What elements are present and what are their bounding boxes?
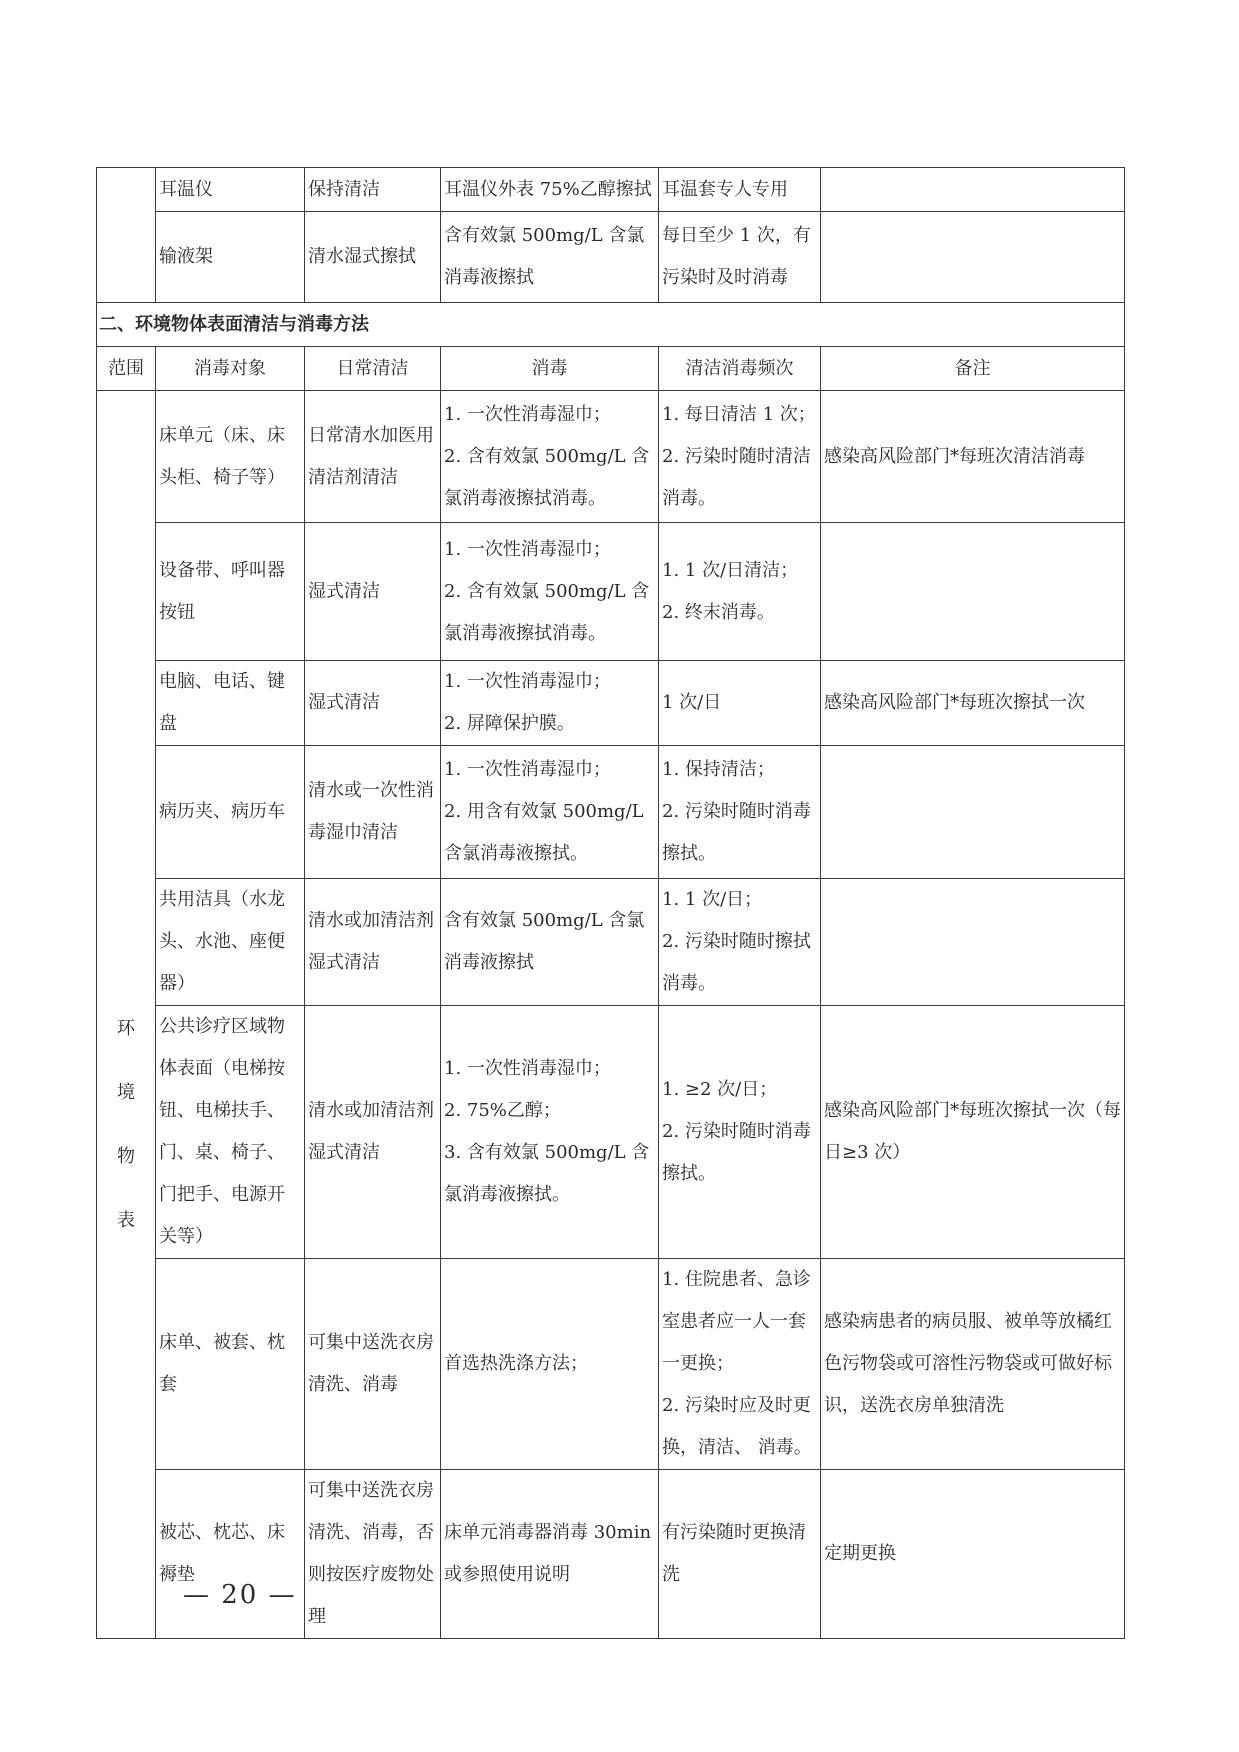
daily-cell — [305, 1259, 441, 1470]
object-cell: 耳温仪 — [156, 168, 305, 212]
cell-line: 可集中送洗衣房清洗、消毒，否则按医疗废物处理 — [308, 1480, 434, 1627]
cell-line: 感染病患者的病员服、被单等放橘红色污物袋或可溶性污物袋或可做好标识，送洗衣房单独清洗 — [824, 1311, 1112, 1416]
object-cell — [156, 746, 305, 879]
frequency-cell — [659, 1470, 821, 1639]
frequency-cell — [659, 523, 821, 661]
cell-line: 可集中送洗衣房清洗、消毒 — [308, 1332, 434, 1395]
cell-line: 定期更换 — [824, 1543, 896, 1564]
note-cell — [821, 661, 1125, 746]
daily-cell — [305, 1470, 441, 1639]
scope-cell — [97, 391, 156, 1639]
cell-line: 病历夹、病历车 — [159, 801, 285, 822]
daily-cell: 保持清洁 — [305, 168, 441, 212]
cell-line: 1. 保持清洁； — [662, 759, 775, 780]
cell-line: 感染高风险部门*每班次擦拭一次（每日≥3 次） — [824, 1100, 1121, 1163]
cell-line: 清水或加清洁剂湿式清洁 — [308, 1100, 434, 1163]
table-row — [97, 212, 1125, 303]
page-number: — 20 — — [183, 1580, 297, 1610]
disinfect-cell — [441, 746, 659, 879]
cell-line: 清水或加清洁剂湿式清洁 — [308, 910, 434, 973]
cell-line: 有污染随时更换清洗 — [662, 1522, 806, 1585]
cell-line: 1. 1 次/日清洁； — [662, 559, 799, 581]
section-title: 二、环境物体表面清洁与消毒方法 — [97, 303, 1125, 347]
disinfection-table — [96, 167, 1125, 1639]
cell-line: 1. 1 次/日； — [662, 889, 763, 910]
cell-line: 感染高风险部门*每班次擦拭一次 — [824, 692, 1085, 713]
cell-line: 2. 用含有效氯 500mg/L 含氯消毒液擦拭。 — [444, 801, 644, 864]
cell-line: 床单、被套、枕套 — [159, 1332, 285, 1395]
daily-cell: 清水湿式擦拭 — [305, 212, 441, 303]
object-cell — [156, 661, 305, 746]
cell-line: 2. 污染时随时消毒擦拭。 — [662, 801, 811, 864]
scope-cell-continued — [97, 168, 156, 303]
header-object: 消毒对象 — [156, 347, 305, 391]
disinfect-cell: 含有效氯 500mg/L 含氯消毒液擦拭 — [441, 212, 659, 303]
table-row — [97, 391, 1125, 523]
note-cell — [821, 1259, 1125, 1470]
cell-line: 2. 污染时随时消毒擦拭。 — [662, 1121, 811, 1184]
cell-line: 1. 一次性消毒湿巾； — [444, 1058, 611, 1079]
daily-cell — [305, 661, 441, 746]
frequency-cell — [659, 391, 821, 523]
cell-line: 2. 污染时应及时更换，清洁、 消毒。 — [662, 1395, 812, 1458]
header-disinfect: 消毒 — [441, 347, 659, 391]
daily-cell — [305, 391, 441, 523]
frequency-cell: 每日至少 1 次，有污染时及时消毒 — [659, 212, 821, 303]
section-title-row — [97, 303, 1125, 347]
object-cell: 输液架 — [156, 212, 305, 303]
cell-line: 公共诊疗区域物体表面（电梯按钮、电梯扶手、门、桌、椅子、门把手、电源开关等） — [159, 1016, 285, 1247]
note-cell — [821, 1006, 1125, 1259]
cell-line: 1. 一次性消毒湿巾； — [444, 538, 611, 560]
table-row — [97, 746, 1125, 879]
disinfect-cell — [441, 523, 659, 661]
object-cell — [156, 1259, 305, 1470]
header-daily: 日常清洁 — [305, 347, 441, 391]
frequency-cell — [659, 746, 821, 879]
cell-line: 1 次/日 — [662, 692, 722, 713]
frequency-cell — [659, 879, 821, 1006]
cell-line: 1. ≥2 次/日； — [662, 1079, 778, 1100]
daily-cell — [305, 523, 441, 661]
cell-line: 床单元消毒器消毒 30min 或参照使用说明 — [444, 1522, 652, 1585]
cell-line: 1. 一次性消毒湿巾； — [444, 671, 611, 692]
frequency-cell: 耳温套专人专用 — [659, 168, 821, 212]
note-cell — [821, 212, 1125, 303]
note-cell — [821, 1470, 1125, 1639]
cell-line: 感染高风险部门*每班次清洁消毒 — [824, 445, 1085, 467]
table-row — [97, 523, 1125, 661]
header-note: 备注 — [821, 347, 1125, 391]
disinfect-cell: 耳温仪外表 75%乙醇擦拭 — [441, 168, 659, 212]
table-row — [97, 1006, 1125, 1259]
object-cell — [156, 1470, 305, 1639]
cell-line: 2. 75%乙醇； — [444, 1100, 561, 1121]
cell-line: 1. 一次性消毒湿巾； — [444, 403, 611, 425]
daily-cell — [305, 1006, 441, 1259]
note-cell — [821, 746, 1125, 879]
cell-line: 清水或一次性消毒湿巾清洁 — [308, 780, 434, 843]
disinfect-cell — [441, 661, 659, 746]
cell-line: 首选热洗涤方法； — [444, 1353, 588, 1374]
cell-line: 2. 污染时随时清洁消毒。 — [662, 445, 811, 509]
table-row — [97, 168, 1125, 212]
cell-line: 3. 含有效氯 500mg/L 含氯消毒液擦拭。 — [444, 1142, 650, 1205]
note-cell — [821, 879, 1125, 1006]
scope-char: 境 — [117, 1081, 135, 1103]
disinfect-cell — [441, 1259, 659, 1470]
cell-line: 2. 屏障保护膜。 — [444, 713, 575, 734]
object-cell — [156, 391, 305, 523]
scope-char: 环 — [117, 1017, 135, 1039]
cell-line: 2. 含有效氯 500mg/L 含氯消毒液擦拭消毒。 — [444, 580, 650, 644]
table-row — [97, 1259, 1125, 1470]
cell-line: 湿式清洁 — [308, 580, 380, 602]
cell-line: 1. 住院患者、急诊室患者应一人一套一更换； — [662, 1269, 811, 1374]
object-cell — [156, 1006, 305, 1259]
disinfect-cell — [441, 1006, 659, 1259]
frequency-cell — [659, 661, 821, 746]
disinfect-cell — [441, 1470, 659, 1639]
cell-line: 电脑、电话、键盘 — [159, 671, 285, 734]
cell-line: 2. 终末消毒。 — [662, 601, 775, 623]
cell-line: 设备带、呼叫器按钮 — [159, 559, 285, 623]
note-cell — [821, 168, 1125, 212]
frequency-cell — [659, 1259, 821, 1470]
cell-line: 2. 污染时随时擦拭消毒。 — [662, 931, 811, 994]
header-frequency: 清洁消毒频次 — [659, 347, 821, 391]
cell-line: 共用洁具（水龙头、水池、座便器） — [159, 889, 285, 994]
cell-line: 湿式清洁 — [308, 692, 380, 713]
object-cell — [156, 523, 305, 661]
disinfect-cell — [441, 391, 659, 523]
cell-line: 被芯、枕芯、床褥垫 — [159, 1522, 285, 1585]
scope-char: 物 — [117, 1145, 135, 1167]
cell-line: 1. 每日清洁 1 次； — [662, 403, 816, 425]
cell-line: 床单元（床、床头柜、椅子等） — [159, 424, 285, 488]
table-row — [97, 1470, 1125, 1639]
cell-line: 2. 含有效氯 500mg/L 含氯消毒液擦拭消毒。 — [444, 445, 650, 509]
daily-cell — [305, 879, 441, 1006]
disinfect-cell — [441, 879, 659, 1006]
cell-line: 1. 一次性消毒湿巾； — [444, 759, 611, 780]
table-row — [97, 661, 1125, 746]
object-cell — [156, 879, 305, 1006]
header-scope: 范围 — [97, 347, 156, 391]
header-row — [97, 347, 1125, 391]
scope-char: 表 — [117, 1209, 135, 1231]
daily-cell — [305, 746, 441, 879]
note-cell — [821, 523, 1125, 661]
frequency-cell — [659, 1006, 821, 1259]
note-cell — [821, 391, 1125, 523]
table-row — [97, 879, 1125, 1006]
cell-line: 含有效氯 500mg/L 含氯消毒液擦拭 — [444, 910, 645, 973]
cell-line: 日常清水加医用清洁剂清洁 — [308, 424, 434, 488]
